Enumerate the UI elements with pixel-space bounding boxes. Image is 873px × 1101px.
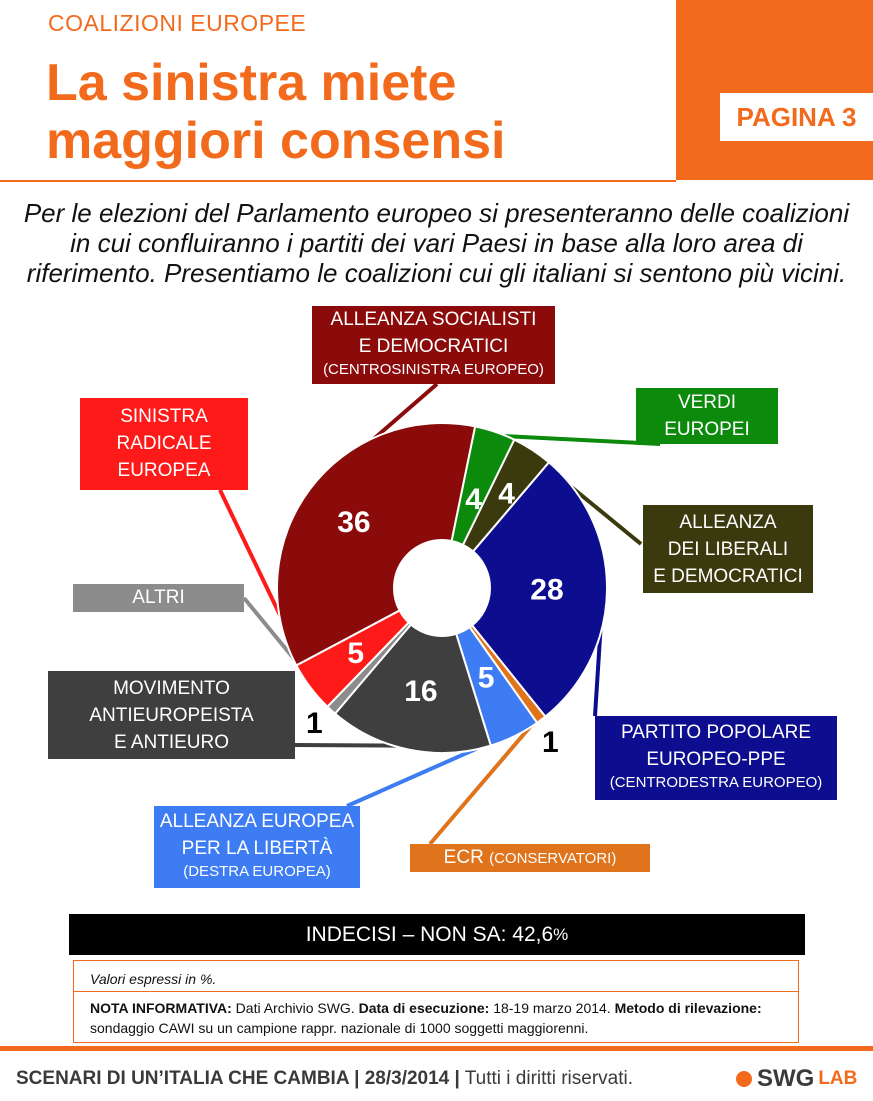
- swg-lab-logo: [736, 1065, 857, 1093]
- title-line-1: La sinistra miete: [46, 54, 457, 112]
- page-number-label: PAGINA 3: [720, 93, 873, 141]
- legend-box-alde: [643, 505, 813, 593]
- undecided-bar: [69, 914, 805, 955]
- legend-ecr-name: ECR: [443, 847, 484, 868]
- legend-box-sinistra: [80, 398, 248, 490]
- slice-value-label-0: 36: [337, 506, 371, 540]
- values-note: Valori espressi in %.: [90, 971, 217, 987]
- legend-box-ecr: [410, 844, 650, 872]
- legend-eaf-line-2: PER LA LIBERTÀ: [181, 838, 333, 859]
- legend-verdi-line-2: EUROPEI: [664, 419, 750, 440]
- notes-box: [73, 960, 799, 1043]
- legend-s-d-sub: (CENTROSINISTRA EUROPEO): [323, 361, 544, 378]
- legend-s-d-line-2: E DEMOCRATICI: [358, 336, 509, 357]
- legend-box-ppe: [595, 716, 837, 800]
- footer-divider: [0, 1046, 873, 1051]
- legend-ppe-line-1: PARTITO POPOLARE: [620, 722, 812, 743]
- legend-eaf-sub: (DESTRA EUROPEA): [183, 863, 331, 880]
- legend-antieuro-line-1: MOVIMENTO: [113, 678, 230, 699]
- legend-sinistra-line-3: EUROPEA: [117, 460, 211, 481]
- legend-altri-name: ALTRI: [132, 587, 185, 608]
- footer-rights: Tutti i diritti riservati.: [459, 1068, 633, 1089]
- title-line-2: maggiori consensi: [46, 112, 506, 170]
- slice-value-label-5: 5: [477, 661, 495, 695]
- legend-verdi-line-1: VERDI: [677, 392, 737, 413]
- footer-series: SCENARI DI UN’ITALIA CHE CAMBIA | 28/3/2014 |: [16, 1068, 460, 1089]
- nota-text: Dati Archivio SWG.: [231, 1000, 359, 1016]
- intro-line-3: riferimento. Presentiamo le coalizioni cui gli italiani si sentono più vicini.: [26, 258, 847, 288]
- metodo-label: Metodo di rilevazione:: [614, 1000, 762, 1016]
- legend-alde-line-3: E DEMOCRATICI: [653, 566, 803, 587]
- legend-ppe-line-2: EUROPEO-PPE: [646, 749, 786, 770]
- undecided-label: INDECISI – NON SA: 42,6: [305, 922, 554, 946]
- legend-alde-line-1: ALLEANZA: [679, 512, 777, 533]
- nota-informativa: [90, 998, 780, 1038]
- slice-value-label-3: 28: [530, 573, 564, 607]
- slice-value-label-1: 4: [465, 483, 482, 517]
- legend-antieuro-line-3: E ANTIEURO: [113, 732, 230, 753]
- legend-box-eaf: [154, 806, 360, 888]
- slice-value-label-8: 5: [347, 636, 365, 670]
- data-label: Data di esecuzione:: [358, 1000, 490, 1016]
- footer-text: [16, 1068, 633, 1090]
- legend-ecr-sub: (CONSERVATORI): [489, 850, 617, 867]
- undecided-unit: %: [553, 924, 569, 944]
- intro-line-2: in cui confluiranno i partiti dei vari Paesi in base alla loro area di: [70, 228, 803, 258]
- intro-line-1: Per le elezioni del Parlamento europeo si presenteranno delle coalizioni: [23, 198, 850, 228]
- logo-lab: LAB: [818, 1068, 858, 1089]
- legend-sinistra-line-1: SINISTRA: [120, 406, 208, 427]
- legend-eaf-line-1: ALLEANZA EUROPEA: [159, 811, 355, 832]
- notes-divider: [74, 991, 798, 992]
- header-kicker: COALIZIONI EUROPEE: [48, 10, 307, 36]
- metodo-text: sondaggio CAWI su un campione rappr. nazionale di 1000 soggetti maggiorenni.: [90, 1020, 589, 1036]
- nota-label: NOTA INFORMATIVA:: [90, 1000, 232, 1016]
- data-text: 18-19 marzo 2014.: [489, 1000, 615, 1016]
- slice-value-label-7: 1: [306, 706, 323, 740]
- logo-swg: SWG: [757, 1065, 815, 1092]
- slice-value-label-6: 16: [404, 674, 438, 708]
- legend-box-altri: [73, 584, 244, 612]
- legend-ppe-sub: (CENTRODESTRA EUROPEO): [609, 774, 823, 791]
- legend-alde-line-2: DEI LIBERALI: [667, 539, 789, 560]
- slice-value-label-2: 4: [498, 477, 515, 511]
- globe-icon: [736, 1071, 752, 1087]
- legend-box-antieuro: [48, 671, 295, 759]
- legend-antieuro-line-2: ANTIEUROPEISTA: [89, 705, 254, 726]
- legend-sinistra-line-2: RADICALE: [116, 433, 212, 454]
- slice-value-label-4: 1: [541, 725, 559, 759]
- legend-box-s-d: [312, 306, 555, 384]
- legend-s-d-line-1: ALLEANZA SOCIALISTI: [330, 309, 537, 330]
- legend-box-verdi: [636, 388, 778, 444]
